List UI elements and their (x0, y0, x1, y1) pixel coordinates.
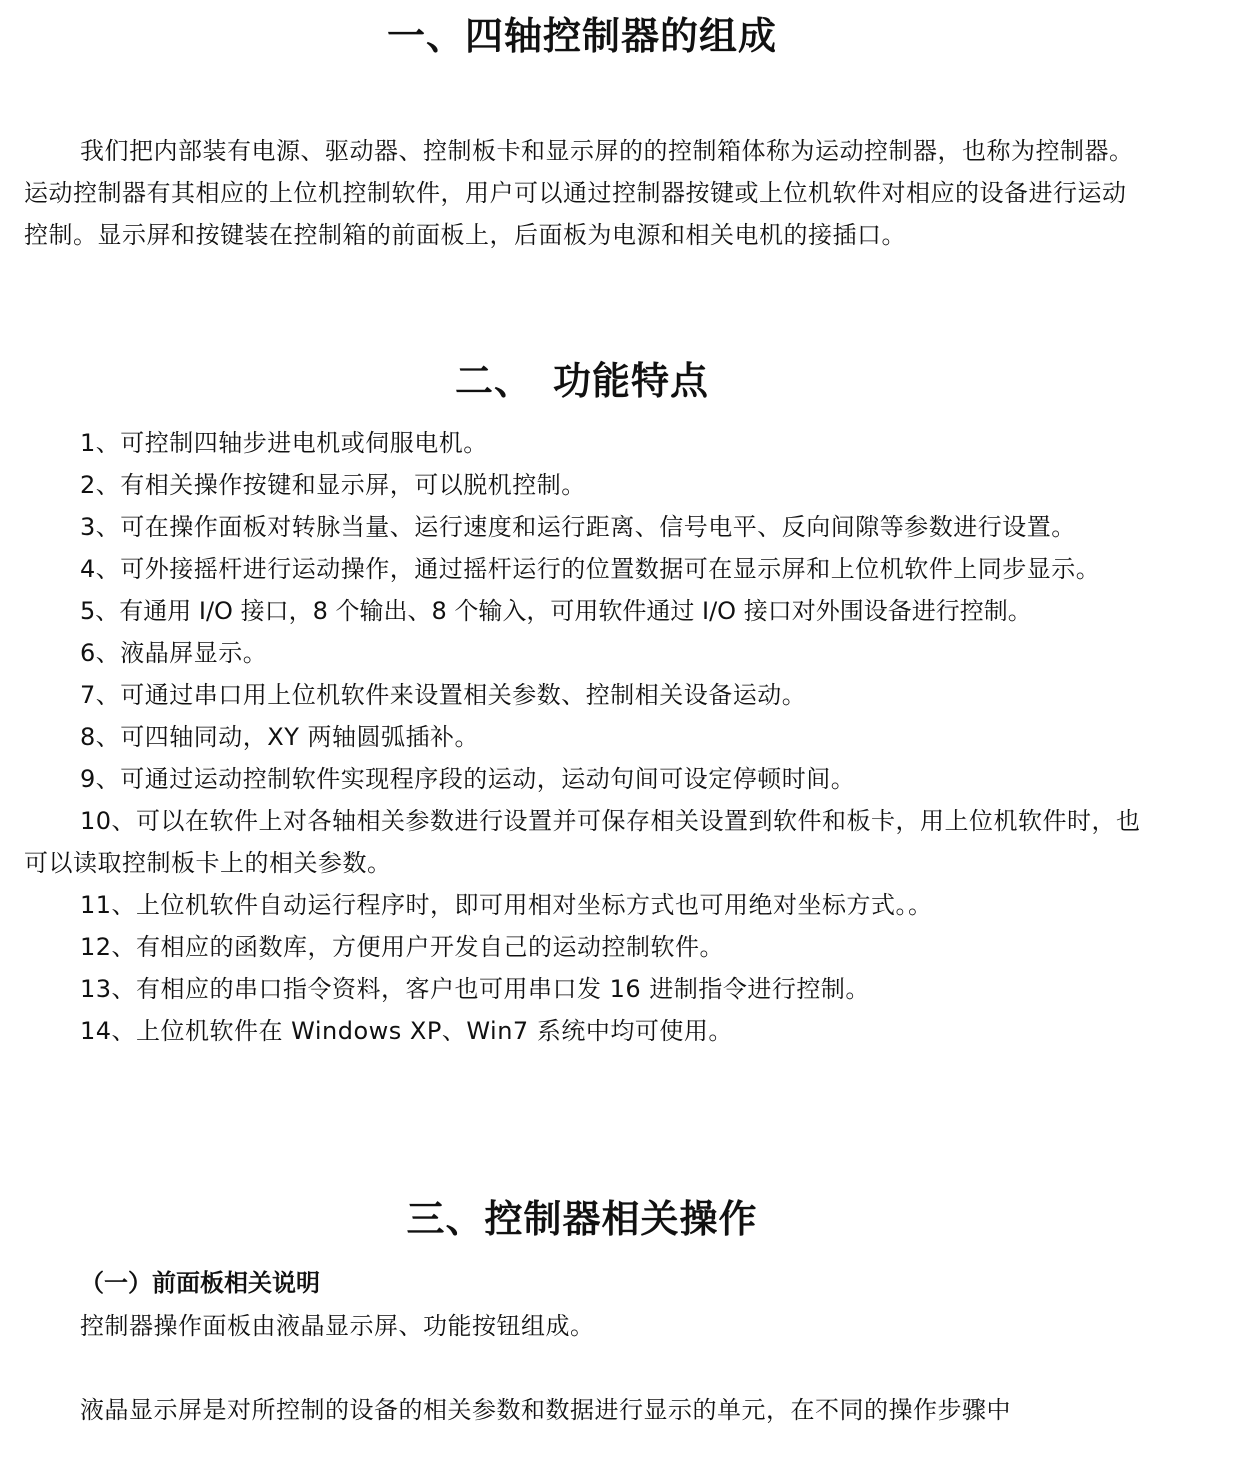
feature-item: 5、有通用 I/O 接口，8 个输出、8 个输入，可用软件通过 I/O 接口对外围设备进行控制。 (80, 597, 1032, 625)
feature-item: 9、可通过运动控制软件实现程序段的运动，运动句间可设定停顿时间。 (80, 765, 856, 793)
section-1-title: 一、四轴控制器的组成 (386, 14, 777, 58)
feature-item: 1、可控制四轴步进电机或伺服电机。 (80, 429, 488, 457)
feature-item: 13、有相应的串口指令资料，客户也可用串口发 16 进制指令进行控制。 (80, 975, 870, 1003)
feature-list (24, 422, 1144, 1052)
feature-item: 3、可在操作面板对转脉当量、运行速度和运行距离、信号电平、反向间隙等参数进行设置。 (80, 513, 1076, 541)
feature-item: 8、可四轴同动，XY 两轴圆弧插补。 (80, 723, 479, 751)
section-2-title: 二、 功能特点 (454, 359, 709, 403)
section-3-title: 三、控制器相关操作 (406, 1197, 758, 1241)
feature-item: 11、上位机软件自动运行程序时，即可用相对坐标方式也可用绝对坐标方式。。 (80, 891, 933, 919)
section-1-paragraph: 我们把内部装有电源、驱动器、控制板卡和显示屏的的控制箱体称为运动控制器，也称为控制器。运动控制器有其相应的上位机控制软件，用户可以通过控制器按键或上位机软件对相应的设备进行运动控制。显示屏和按键装在控制箱的前面板上，后面板为电源和相关电机的接插口。 (24, 137, 1134, 249)
feature-item: 4、可外接摇杆进行运动操作，通过摇杆运行的位置数据可在显示屏和上位机软件上同步显示。 (80, 555, 1101, 583)
feature-item: 2、有相关操作按键和显示屏，可以脱机控制。 (80, 471, 586, 499)
feature-item: 6、液晶屏显示。 (80, 639, 268, 667)
feature-item: 7、可通过串口用上位机软件来设置相关参数、控制相关设备运动。 (80, 681, 807, 709)
feature-item: 10、可以在软件上对各轴相关参数进行设置并可保存相关设置到软件和板卡，用上位机软件时，也可以读取控制板卡上的相关参数。 (24, 807, 1141, 877)
feature-item: 12、有相应的函数库，方便用户开发自己的运动控制软件。 (80, 933, 725, 961)
panel-description-line-2: 液晶显示屏是对所控制的设备的相关参数和数据进行显示的单元，在不同的操作步骤中 (80, 1396, 1011, 1424)
panel-description-line-1: 控制器操作面板由液晶显示屏、功能按钮组成。 (80, 1312, 595, 1340)
section-3-subheading: （一）前面板相关说明 (80, 1269, 320, 1297)
feature-item: 14、上位机软件在 Windows XP、Win7 系统中均可使用。 (80, 1017, 733, 1045)
